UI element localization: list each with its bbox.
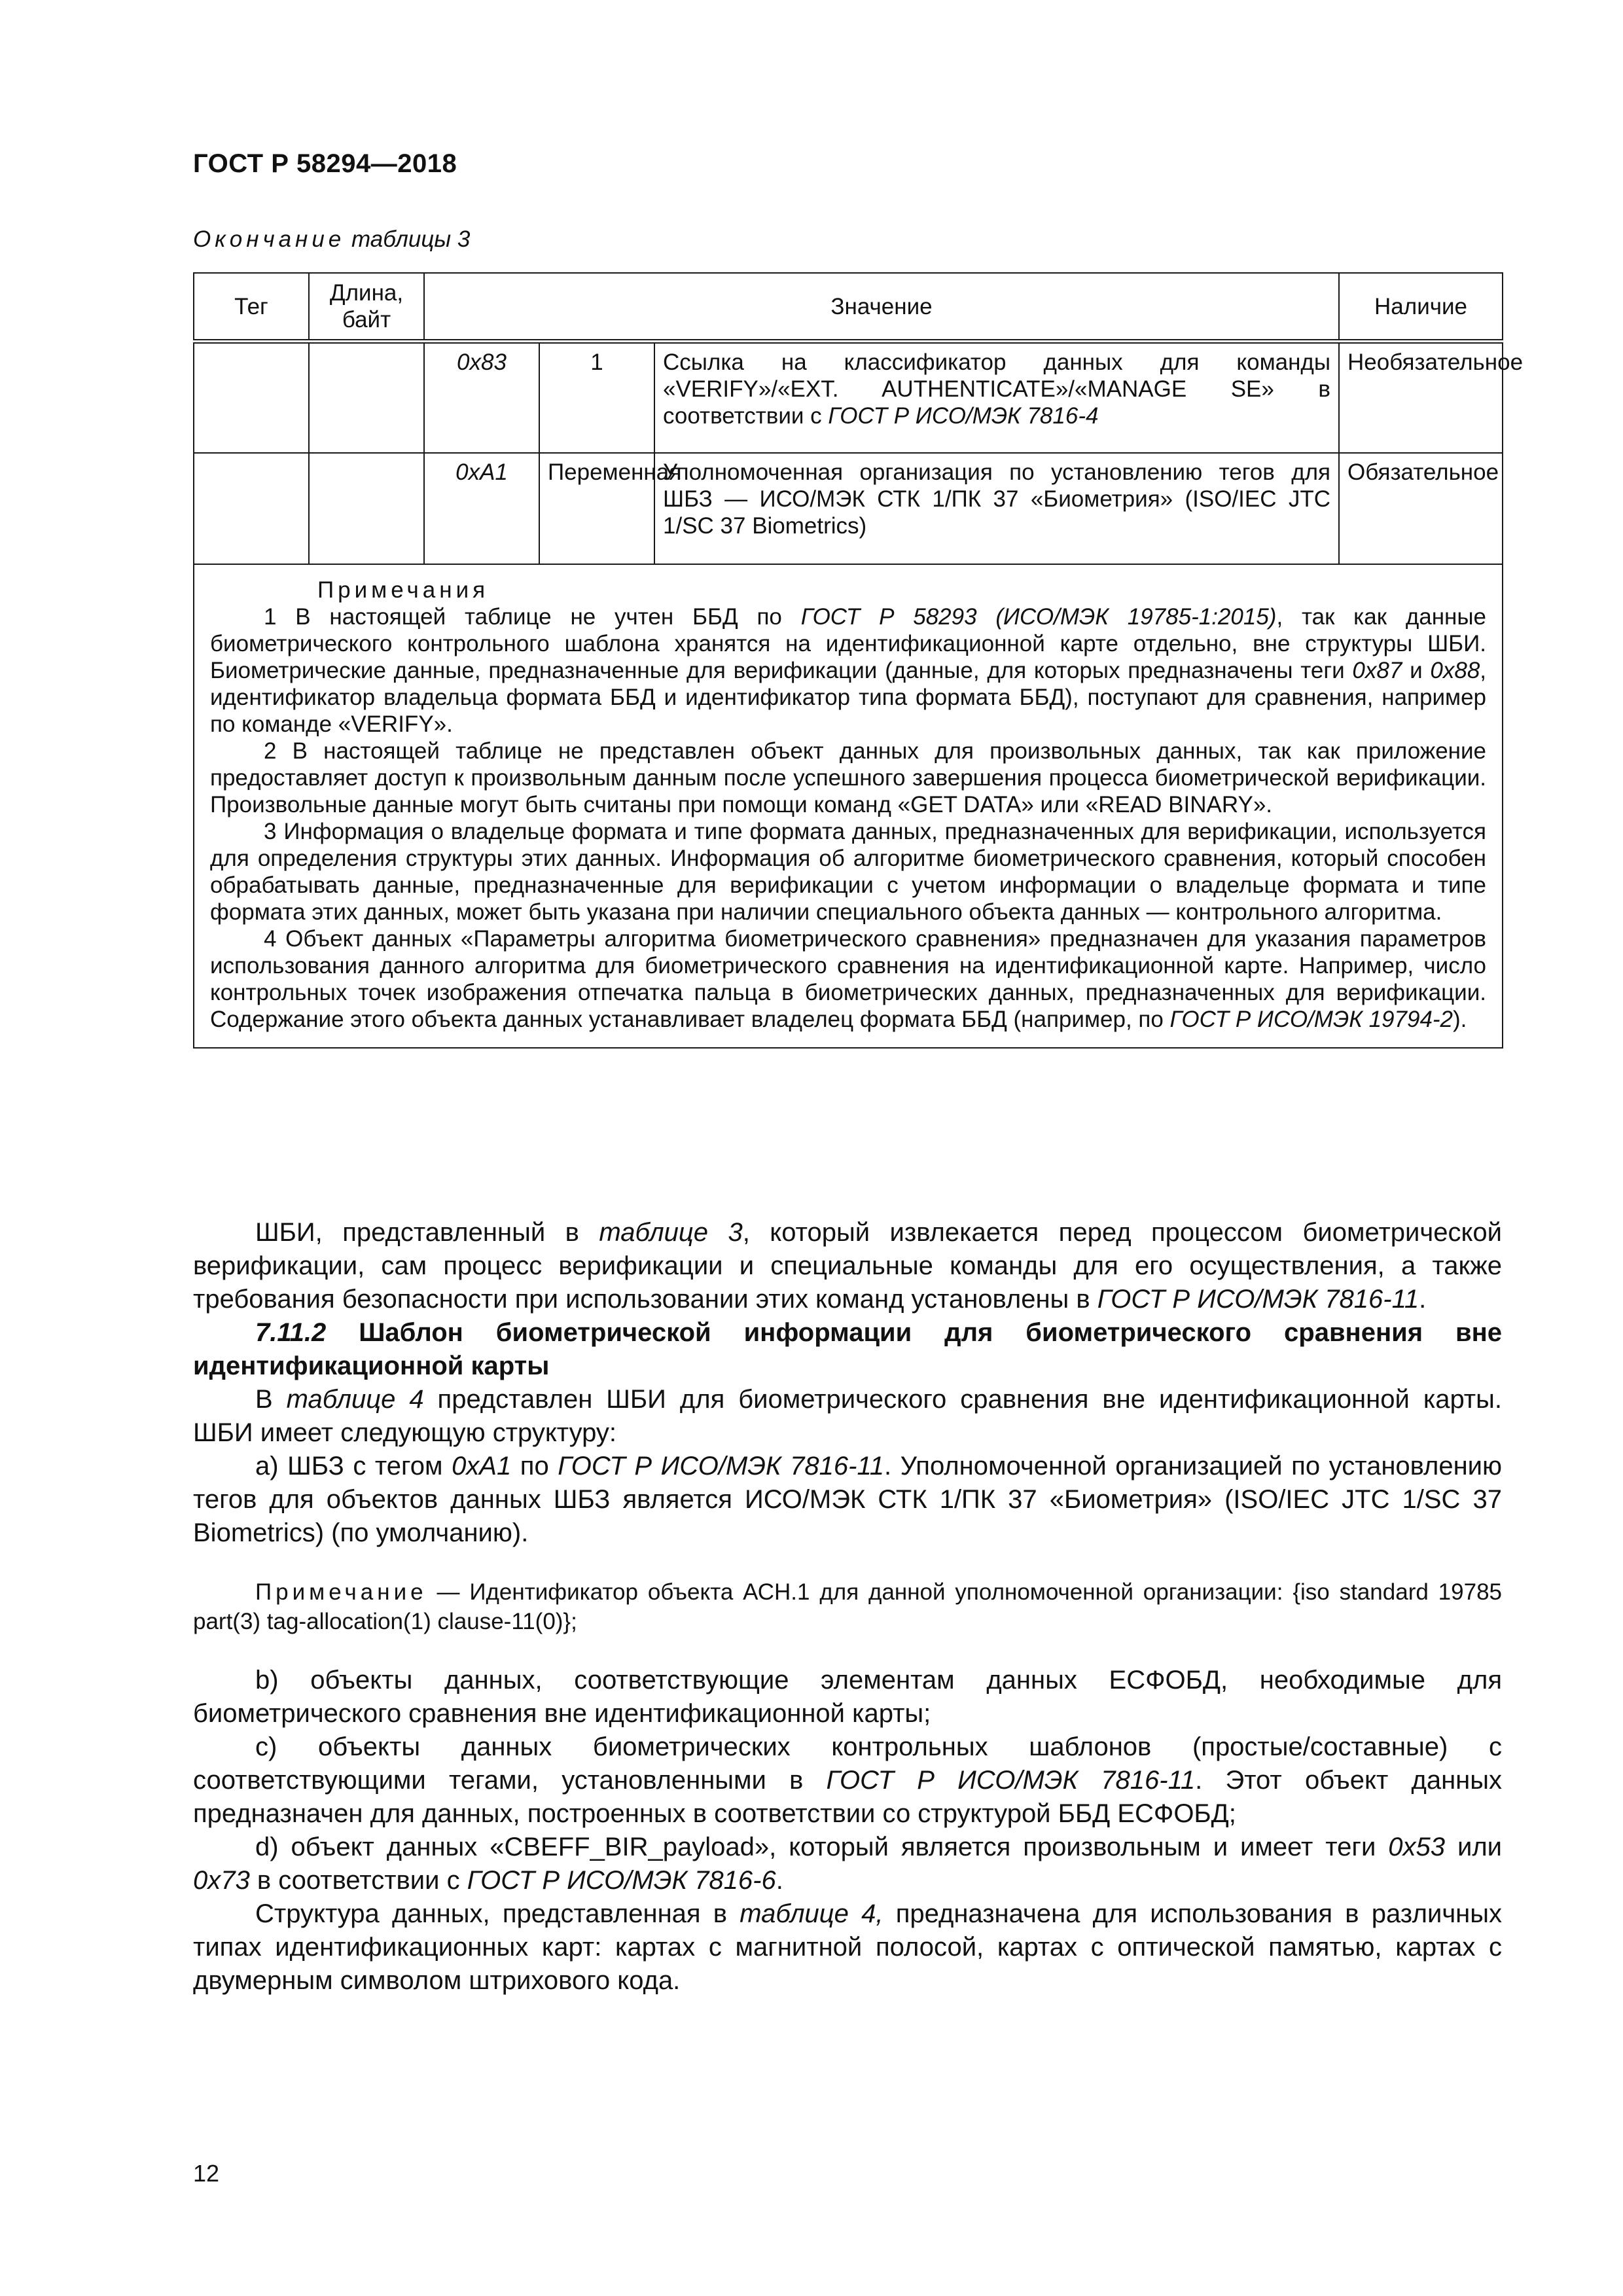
table-notes [194, 564, 1503, 1048]
paragraph: ШБИ, представленный в таблице 3, который извлекается перед процессом биометрической верификации, сам процесс верификации и специальные команды для его осуществления, а также требования безопасности при использовании этих команд установлены в ГОСТ Р ИСО/МЭК 7816-11. [193, 1218, 1502, 1314]
note-2: 2 В настоящей таблице не представлен объект данных для произвольных данных, так как приложение предоставляет доступ к произвольным данным после успешного завершения процесса биометрической верификации. Произвольные данные могут быть считаны при помощи команд «GET DATA» или «READ BINARY». [210, 738, 1487, 817]
list-item: a) ШБЗ с тегом 0xA1 по ГОСТ Р ИСО/МЭК 7816-11. Уполномоченной организацией по установлению тегов для объектов данных ШБЗ является ИСО/МЭК СТК 1/ПК 37 «Биометрия» (ISO/IEC JTC 1/SC 37 Biometrics) (по умолчанию). [193, 1452, 1503, 1547]
page-number: 12 [193, 2160, 220, 2187]
cell-value: Уполномоченная организация по установлению тегов для ШБЗ — ИСО/МЭК СТК 1/ПК 37 «Биометрия» (ISO/IEC JTC 1/SC 37 Biometrics) [654, 453, 1339, 564]
cell-tag: 0xA1 [424, 453, 539, 564]
note-3: 3 Информация о владельце формата и типе формата данных, предназначенных для верификации, используется для определения структуры этих данных. Информация об алгоритме биометрического сравнения, который способен обрабатывать данные, предназначенные для верификации с учетом информации о владельце формата и типе формата этих данных, может быть указана при наличии специального объекта данных — контрольного алгоритма. [210, 818, 1487, 925]
table-caption [193, 226, 470, 253]
col-header-tag: Тег [194, 273, 309, 342]
document-header: ГОСТ Р 58294—2018 [193, 149, 457, 178]
paragraph: Структура данных, представленная в таблице 4, предназначена для использования в различных типах идентификационных карт: картах с магнитной полосой, картах с оптической памятью, картах с двумерным символом штрихового кода. [193, 1899, 1502, 1995]
notes-title: Примечания [317, 577, 490, 603]
col-header-length: Длина, байт [309, 273, 424, 342]
cell-tag: 0x83 [424, 342, 539, 453]
table-row [194, 342, 1503, 453]
caption-prefix: Окончание [193, 226, 346, 252]
section-heading: 7.11.2 Шаблон биометрической информации для биометрического сравнения вне идентификационной карты [193, 1318, 1502, 1380]
list-item: c) объекты данных биометрических контрольных шаблонов (простые/составные) с соответствующими тегами, установленными в ГОСТ Р ИСО/МЭК 7816-11. Этот объект данных предназначен для данных, построенных в соответствии со структурой ББД ЕСФОБД; [193, 1732, 1503, 1828]
cell-presence: Необязательное [1339, 342, 1503, 453]
cell-presence: Обязательное [1339, 453, 1503, 564]
paragraph: В таблице 4 представлен ШБИ для биометрического сравнения вне идентификационной карты. ШБИ имеет следующую структуру: [193, 1385, 1502, 1447]
list-item: d) объект данных «CBEFF_BIR_payload», который является произвольным и имеет теги 0x53 или 0x73 в соответствии с ГОСТ Р ИСО/МЭК 7816-6. [193, 1833, 1502, 1895]
caption-rest: таблицы 3 [345, 226, 471, 252]
cell-value: Ссылка на классификатор данных для команды «VERIFY»/«EXT. AUTHENTICATE»/«MANAGE SE» в соответствии с ГОСТ Р ИСО/МЭК 7816-4 [654, 342, 1339, 453]
col-header-value: Значение [424, 273, 1339, 342]
cell-length: Переменная [539, 453, 654, 564]
notes-row [194, 564, 1503, 1048]
table-row [194, 453, 1503, 564]
cell-length: 1 [539, 342, 654, 453]
list-item: b) объекты данных, соответствующие элементам данных ЕСФОБД, необходимые для биометрического сравнения вне идентификационной карты; [193, 1666, 1502, 1728]
note: Примечание — Идентификатор объекта АСН.1 для данной уполномоченной организации: {iso standard 19785 part(3) tag-allocation(1) clause-11(0)}; [193, 1579, 1502, 1634]
col-header-presence: Наличие [1339, 273, 1503, 342]
note-1: 1 В настоящей таблице не учтен ББД по ГОСТ Р 58293 (ИСО/МЭК 19785-1:2015), так как данные биометрического контрольного шаблона хранятся на идентификационной карте отдельно, вне структуры ШБИ. Биометрические данные, предназначенные для верификации (данные, для которых предназначены теги 0x87 и 0x88, идентификатор владельца формата ББД и идентификатор типа формата ББД), поступают для сравнения, например по команде «VERIFY». [210, 603, 1487, 737]
note-4: 4 Объект данных «Параметры алгоритма биометрического сравнения» предназначен для указания параметров использования данного алгоритма для биометрического сравнения на идентификационной карте. Например, число контрольных точек изображения отпечатка пальца в биометрических данных, предназначенных для верификации. Содержание этого объекта данных устанавливает владелец формата ББД (например, по ГОСТ Р ИСО/МЭК 19794-2). [210, 925, 1487, 1032]
body-text [193, 1216, 1502, 1998]
table-3 [193, 272, 1524, 1049]
table-header-row [194, 273, 1503, 342]
